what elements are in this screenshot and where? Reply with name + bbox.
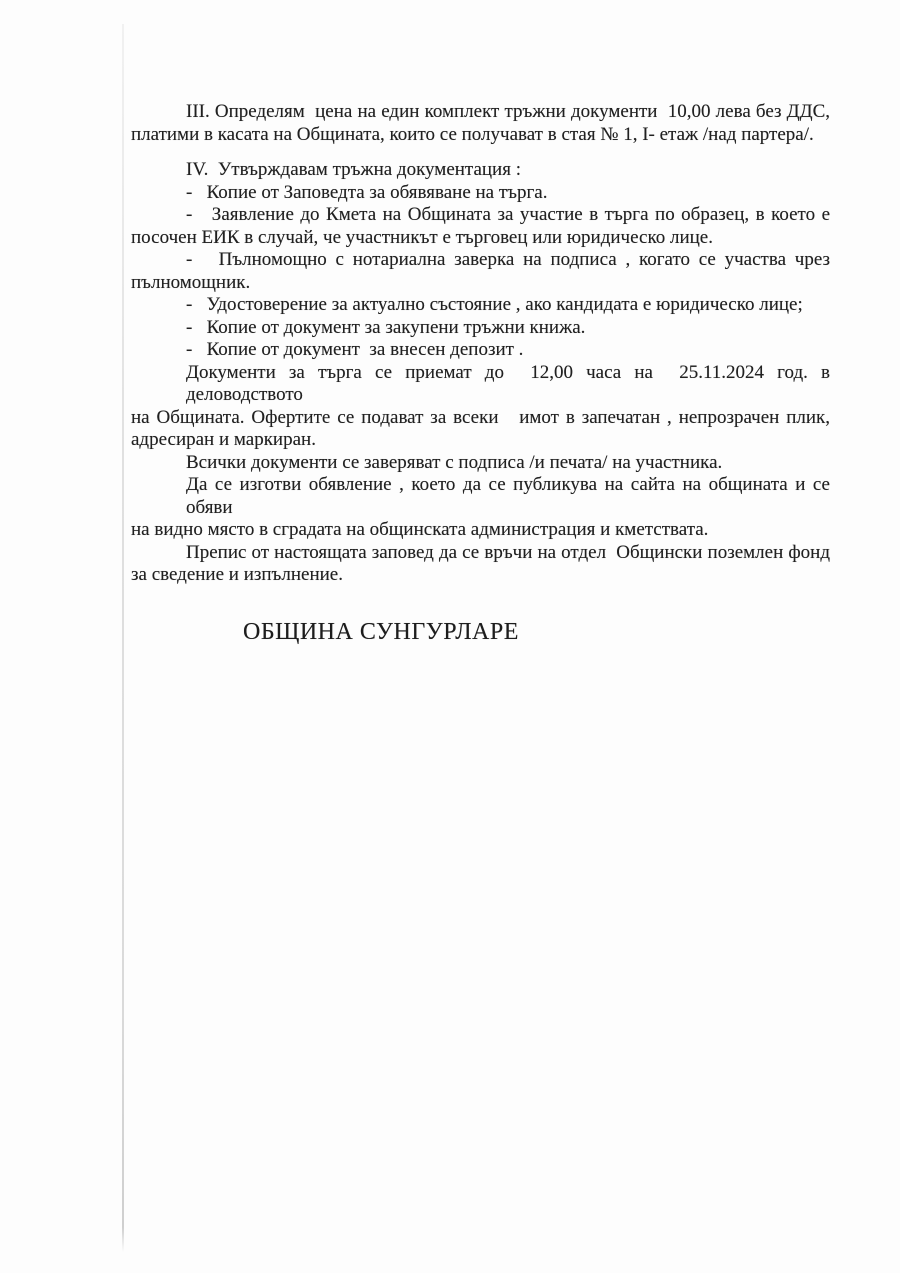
list-item-line: - Копие от документ за внесен депозит . [186,339,524,360]
text-line: платими в касата на Общината, които се получават в стая № 1, I- етаж /над партера/. [131,123,814,145]
text-line: IV. Утвърждавам тръжна документация : [186,159,521,180]
text-line: Препис от настоящата заповед да се връчи на отдел Общински поземлен фонд [186,541,830,563]
text-line: III. Определям цена на един комплект тръжни документи 10,00 лева без ДДС, [186,101,830,122]
text-line: адресиран и маркиран. [131,429,316,450]
list-item-line: - Копие от Заповедта за обявяване на търга. [186,181,548,203]
list-item-line: - Пълномощно с нотариална заверка на подписа , когато се участва чрез [186,249,830,270]
text-line: пълномощник. [131,271,251,293]
list-item-line: - Копие от документ за закупени тръжни книжа. [186,316,586,338]
text-line: Да се изготви обявление , което да се публикува на сайта на общината и се обяви [186,474,830,518]
text-line: Всички документи се заверяват с подписа /и печата/ на участника. [186,451,723,473]
text-line: посочен ЕИК в случай, че участникът е търговец или юридическо лице. [131,226,713,248]
scan-edge-line [122,24,124,1252]
text-line: на Общината. Офертите се подават за всеки имот в запечатан , непрозрачен плик, [131,406,830,428]
text-line: Документи за търга се приемат до 12,00 часа на 25.11.2024 год. в деловодството [186,361,830,405]
list-item-line: - Заявление до Кмета на Общината за участие в търга по образец, в което е [186,204,830,225]
list-item-line: - Удостоверение за актуално състояние , ако кандидата е юридическо лице; [186,294,803,315]
organization-name: ОБЩИНА СУНГУРЛАРЕ [243,619,519,645]
text-line: за сведение и изпълнение. [131,564,343,585]
document-body [131,101,830,587]
text-line: на видно място в сградата на общинската администрация и кметствата. [131,519,709,540]
